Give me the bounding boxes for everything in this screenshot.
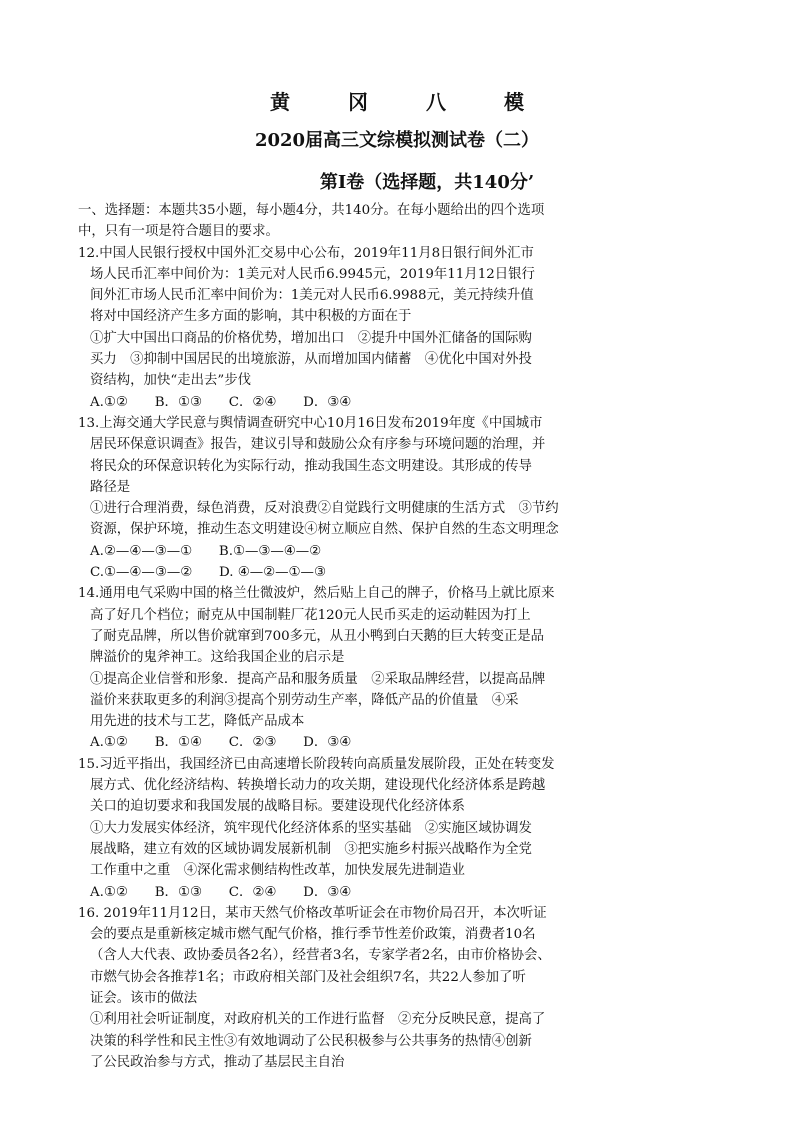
option-line: 决策的科学性和民主性③有效地调动了公民积极参与公共事务的热情④创新 xyxy=(90,1033,532,1049)
question-line: 了耐克品牌，所以售价就窜到700多元，从丑小鸭到白天鹅的巨大转变正是品 xyxy=(90,628,545,644)
question-line: 市燃气协会各推荐1名；市政府相关部门及社会组织7名，共22人参加了听 xyxy=(90,969,526,985)
option-line: 工作重中之重 ④深化需求侧结构性改革，加快发展先进制造业 xyxy=(90,863,465,879)
answer-choices: A.②—④—③—① B.①—③—④—② xyxy=(90,543,322,559)
option-line: 买力 ③抑制中国居民的出境旅游，从而增加国内储蓄 ④优化中国对外投 xyxy=(90,352,532,368)
question-13 xyxy=(78,413,598,583)
question-15 xyxy=(78,754,598,903)
question-line: 关口的迫切要求和我国发展的战略目标。要建设现代化经济体系 xyxy=(90,799,465,815)
question-line: 13.上海交通大学民意与舆情调查研究中心10月16日发布2019年度《中国城市 xyxy=(78,415,543,431)
question-line: 15.习近平指出，我国经济已由高速增长阶段转向高质量发展阶段，正处在转变发 xyxy=(78,756,555,772)
answer-choices: A.①② B．①③ C．②④ D．③④ xyxy=(90,884,352,900)
question-line: 将对中国经济产生多方面的影响，其中积极的方面在于 xyxy=(90,309,412,325)
question-12 xyxy=(78,243,598,413)
option-line: ①利用社会听证制度，对政府机关的工作进行监督 ②充分反映民意，提高了 xyxy=(90,1012,546,1028)
section-title: 第I卷（选择题，共140分’ xyxy=(319,172,535,193)
question-line: 牌溢价的鬼斧神工。这给我国企业的启示是 xyxy=(90,650,345,666)
question-line: 高了好几个档位；耐克从中国制鞋厂花120元人民币买走的运动鞋因为打上 xyxy=(90,607,531,623)
option-line: 展战略，建立有效的区域协调发展新机制 ③把实施乡村振兴战略作为全党 xyxy=(90,841,532,857)
option-line: ①扩大中国出口商品的价格优势，增加出口 ②提升中国外汇储备的国际购 xyxy=(90,330,532,346)
question-line: 16. 2019年11月12日，某市天然气价格改革听证会在市物价局召开，本次听证 xyxy=(78,905,547,921)
exam-title: 2020届高三文综模拟测试卷（二） xyxy=(254,130,540,151)
question-line: 路径是 xyxy=(90,479,131,495)
option-line: ①大力发展实体经济，筑牢现代化经济体系的坚实基础 ②实施区域协调发 xyxy=(90,820,532,836)
answer-choices: A.①② B．①④ C．②③ D．③④ xyxy=(90,735,352,751)
school-char: 黄 xyxy=(270,90,290,114)
question-14 xyxy=(78,583,598,753)
school-char: 模 xyxy=(504,90,524,114)
answer-choices: C.①—④—③—② D. ④—②—①—③ xyxy=(90,565,326,581)
question-line: 12.中国人民银行授权中国外汇交易中心公布，2019年11月8日银行间外汇市 xyxy=(78,245,534,261)
question-line: 14.通用电气采购中国的格兰仕微波炉，然后贴上自己的牌子，价格马上就比原来 xyxy=(78,586,555,602)
question-line: 场人民币汇率中间价为：1美元对人民币6.9945元，2019年11月12日银行 xyxy=(90,266,535,282)
question-line: 居民环保意识调查》报告，建议引导和鼓励公众有序参与环境问题的治理，并 xyxy=(90,437,546,453)
question-body xyxy=(78,200,598,1073)
option-line: 用先进的技术与工艺，降低产品成本 xyxy=(90,714,305,730)
question-line: 会的要点是重新核定城市燃气配气价格，推行季节性差价政策，消费者10名 xyxy=(90,927,536,943)
intro-line: 一、选择题：本题共35小题，每小题4分，共140分。在每小题给出的四个选项 xyxy=(78,203,545,218)
question-16 xyxy=(78,903,598,1073)
question-line: 证会。该市的做法 xyxy=(90,990,198,1006)
intro-line: 中，只有一项是符合题目的要求。 xyxy=(78,224,279,240)
option-line: 了公民政治参与方式，推动了基层民主自治 xyxy=(90,1054,345,1070)
option-line: ①进行合理消费，绿色消费，反对浪费②自觉践行文明健康的生活方式 ③节约 xyxy=(90,501,559,517)
question-line: （含人大代表、政协委员各2名），经营者3名，专家学者2名，由市价格协会、 xyxy=(90,948,551,964)
school-char: 八 xyxy=(426,90,446,114)
option-line: 溢价来获取更多的利润③提高个别劳动生产率，降低产品的价值量 ④采 xyxy=(90,692,519,708)
question-line: 展方式、优化经济结构、转换增长动力的攻关期，建设现代化经济体系是跨越 xyxy=(90,778,546,794)
question-line: 将民众的环保意识转化为实际行动，推动我国生态文明建设。其形成的传导 xyxy=(90,458,532,474)
option-line: ①提高企业信誉和形象．提高产品和服务质量 ②采取品牌经营，以提高品牌 xyxy=(90,671,546,687)
option-line: 资源，保护环境，推动生态文明建设④树立顺应自然、保护自然的生态文明理念 xyxy=(90,522,559,538)
school-title xyxy=(0,86,794,115)
option-line: 资结构，加快“走出去”步伐 xyxy=(90,373,251,389)
question-line: 间外汇市场人民币汇率中间价为：1美元对人民币6.9988元，美元持续升值 xyxy=(90,288,534,304)
answer-choices: A.①② B．①③ C．②④ D．③④ xyxy=(90,394,352,410)
school-char: 冈 xyxy=(348,90,368,114)
